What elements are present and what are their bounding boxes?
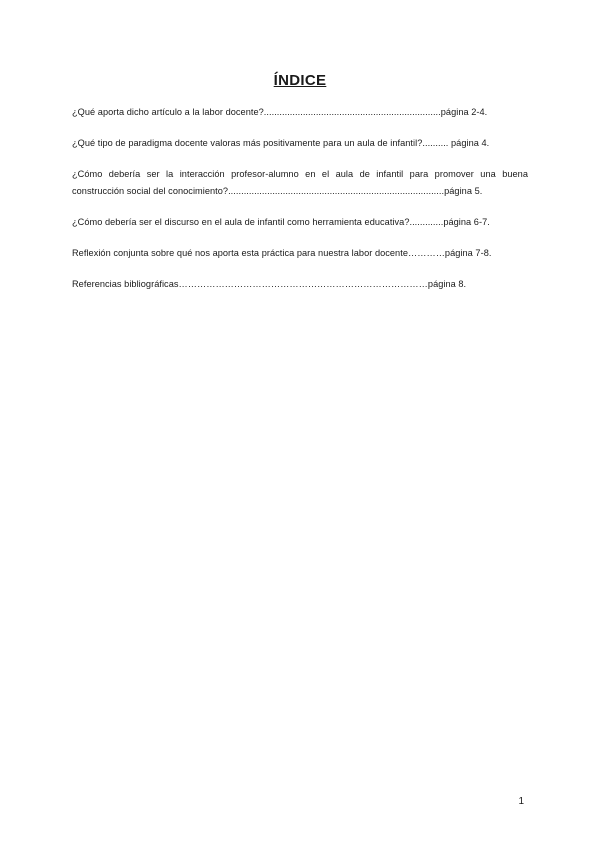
toc-entry-joint-reflection: Reflexión conjunta sobre qué nos aporta esta práctica para nuestra labor docente…………página 7-8. — [72, 248, 492, 258]
table-of-contents — [72, 104, 528, 307]
toc-entry-article-contribution: ¿Qué aporta dicho artículo a la labor docente?....................................................................página 2-4. — [72, 107, 488, 117]
toc-entry-teacher-student-interaction: ¿Cómo debería ser la interacción profesor-alumno en el aula de infantil para promover una buena construcción social del conocimiento?...................................................................................página 5. — [72, 169, 528, 196]
toc-entry-teaching-paradigm: ¿Qué tipo de paradigma docente valoras más positivamente para un aula de infantil?.......... página 4. — [72, 138, 490, 148]
toc-entry-references: Referencias bibliográficas………………………………………………………………………página 8. — [72, 279, 467, 289]
index-title: ÍNDICE — [273, 72, 327, 89]
page-number: 1 — [518, 796, 524, 807]
toc-entry-classroom-discourse: ¿Cómo debería ser el discurso en el aula de infantil como herramienta educativa?.............página 6-7. — [72, 217, 490, 227]
